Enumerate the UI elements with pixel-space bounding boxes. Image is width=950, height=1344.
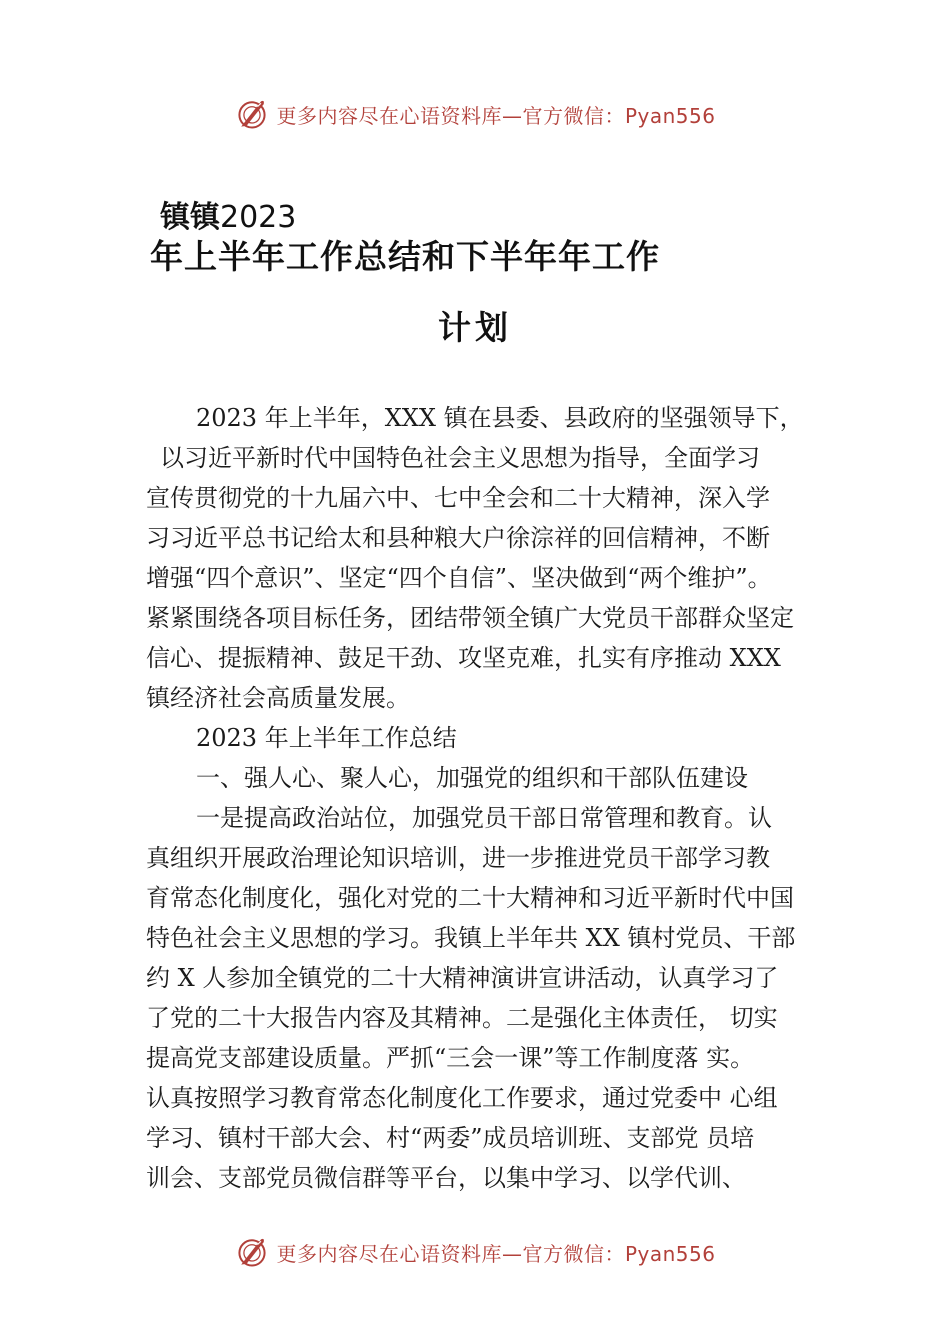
body-line: 信心、提振精神、鼓足干劲、攻坚克难，扎实有序推动 XXX [146,644,781,672]
document-title-line1: 年上半年工作总结和下半年年工作 [150,237,660,276]
body-line: 育常态化制度化，强化对党的二十大精神和习近平新时代中国 [146,884,794,912]
document-title-line2: 计划 [438,308,512,347]
body-line: 紧紧围绕各项目标任务，团结带领全镇广大党员干部群众坚定 [146,604,794,632]
title-prefix-chars: 镇镇 [160,200,220,235]
body-line: 提高党支部建设质量。严抓“三会一课”等工作制度落 实。 [146,1044,755,1072]
body-line: 训会、支部党员微信群等平台，以集中学习、以学代训、 [146,1164,746,1192]
body-line: 以习近平新时代中国特色社会主义思想为指导，全面学习 [160,444,760,472]
body-line: 2023 年上半年，XXX 镇在县委、县政府的坚强领导下， [196,404,804,432]
watermark-banner-top [0,94,950,134]
watermark-banner-bottom [0,1232,950,1272]
body-line: 约 X 人参加全镇党的二十大精神演讲宣讲活动，认真学习了 [146,964,779,992]
body-line: 宣传贯彻党的十九届六中、七中全会和二十大精神，深入学 [146,484,770,512]
quill-pen-seal-icon [234,1234,270,1270]
title-prefix [160,192,296,236]
body-line: 真组织开展政治理论知识培训，进一步推进党员干部学习教 [146,844,770,872]
body-line: 习习近平总书记给太和县种粮大户徐淙祥的回信精神，不断 [146,524,770,552]
title-prefix-year: 2023 [220,200,297,235]
body-line: 特色社会主义思想的学习。我镇上半年共 XX 镇村党员、干部 [146,924,796,952]
document-body [146,398,836,1198]
body-line: 镇经济社会高质量发展。 [146,684,410,712]
watermark-text: 更多内容尽在心语资料库—官方微信：Pyan556 [276,103,716,128]
quill-pen-seal-icon [234,96,270,132]
body-line: 认真按照学习教育常态化制度化工作要求，通过党委中 心组 [146,1084,778,1112]
body-line: 了党的二十大报告内容及其精神。二是强化主体责任， 切实 [146,1004,778,1032]
section-heading: 2023 年上半年工作总结 [196,724,457,752]
body-line: 增强“四个意识”、坚定“四个自信”、坚决做到“两个维护”。 [146,564,772,592]
watermark-text: 更多内容尽在心语资料库—官方微信：Pyan556 [276,1241,716,1266]
body-line: 学习、镇村干部大会、村“两委”成员培训班、支部党 员培 [146,1124,755,1152]
body-line: 一是提高政治站位，加强党员干部日常管理和教育。认 [196,804,772,832]
section-heading: 一、强人心、聚人心，加强党的组织和干部队伍建设 [196,764,748,792]
